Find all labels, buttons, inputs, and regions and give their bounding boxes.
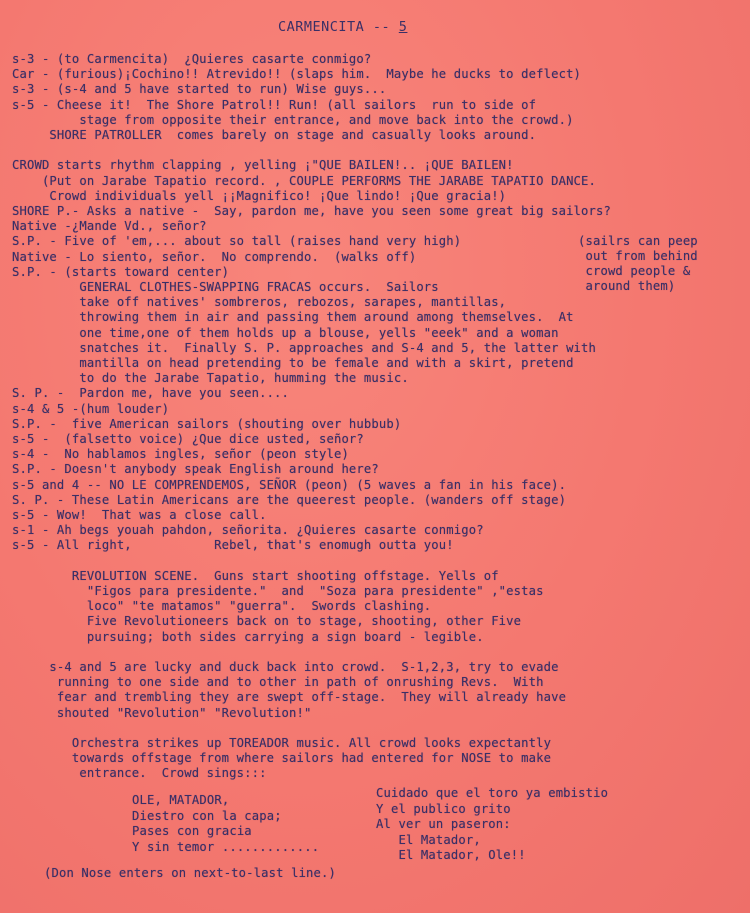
song-left-line: Y sin temor .............: [132, 839, 320, 854]
script-line: S.P. - (starts toward center): [12, 264, 230, 279]
script-line: "Figos para presidente." and "Soza para presidente" ,"estas: [12, 584, 544, 598]
script-line: S.P. - Five of 'em,... about so tall (raises hand very high): [12, 234, 462, 249]
script-line: s-1 - Ah begs youah pahdon, señorita. ¿Quieres casarte conmigo?: [12, 523, 484, 538]
song-right-line: Al ver un paseron:: [376, 817, 511, 831]
script-line: S. P. - These Latin Americans are the queerest people. (wanders off stage): [12, 492, 567, 507]
song-right-line: Cuidado que el toro ya embistio: [376, 786, 609, 800]
script-line: S.P. - five American sailors (shouting over hubbub): [12, 416, 402, 431]
script-line: to do the Jarabe Tapatio, humming the music.: [12, 371, 409, 386]
song-left-line: OLE, MATADOR,: [132, 793, 230, 807]
side-note-line: around them): [578, 279, 676, 293]
script-line: S.P. - Doesn't anybody speak English around here?: [12, 462, 379, 477]
script-line: throwing them in air and passing them around among themselves. At: [12, 310, 574, 325]
song-right-line: El Matador,: [376, 832, 481, 847]
script-line: s-4 & 5 -(hum louder): [12, 401, 170, 416]
side-note-line: out from behind: [578, 249, 698, 263]
script-line: Native - Lo siento, señor. No comprendo. (walks off): [12, 249, 417, 264]
side-note-line: crowd people &: [578, 264, 691, 278]
script-line: running to one side and to other in path of onrushing Revs. With: [12, 675, 544, 690]
script-line: Native -¿Mande Vd., señor?: [12, 219, 207, 234]
song-left-line: Diestro con la capa;: [132, 808, 282, 823]
footer-note: (Don Nose enters on next-to-last line.): [44, 866, 337, 880]
page-title: [278, 19, 407, 35]
script-line: take off natives' sombreros, rebozos, sarapes, mantillas,: [12, 295, 507, 310]
script-line: SHORE PATROLLER comes barely on stage and casually looks around.: [12, 128, 537, 142]
script-line: s-5 - (falsetto voice) ¿Que dice usted, señor?: [12, 432, 364, 446]
title-text: CARMENCITA --: [278, 19, 399, 35]
script-line: SHORE P.- Asks a native - Say, pardon me, have you seen some great big sailors?: [12, 204, 611, 218]
script-line: snatches it. Finally S. P. approaches and S-4 and 5, the latter with: [12, 340, 597, 355]
script-line: s-5 - Cheese it! The Shore Patrol!! Run! (all sailors run to side of: [12, 97, 537, 112]
script-line: s-3 - (to Carmencita) ¿Quieres casarte conmigo?: [12, 52, 372, 66]
script-line: loco" "te matamos" "guerra". Swords clashing.: [12, 599, 432, 614]
page-number: 5: [398, 19, 408, 35]
script-line: towards offstage from where sailors had entered for NOSE to make: [12, 751, 552, 766]
script-line: REVOLUTION SCENE. Guns start shooting offstage. Yells of: [12, 568, 499, 583]
script-line: s-5 - Wow! That was a close call.: [12, 508, 267, 522]
song-right-line: Y el publico grito: [376, 801, 511, 816]
script-line: mantilla on head pretending to be female and with a skirt, pretend: [12, 356, 574, 370]
script-line: s-4 and 5 are lucky and duck back into crowd. S-1,2,3, try to evade: [12, 660, 559, 674]
script-line: one time,one of them holds up a blouse, yells "eeek" and a woman: [12, 325, 559, 340]
script-line: CROWD starts rhythm clapping , yelling ¡"QUE BAILEN!.. ¡QUE BAILEN!: [12, 158, 514, 173]
script-line: Five Revolutioneers back on to stage, shooting, other Five: [12, 614, 522, 629]
script-line: GENERAL CLOTHES-SWAPPING FRACAS occurs. Sailors: [12, 280, 439, 294]
script-line: entrance. Crowd sings:::: [12, 766, 267, 781]
song-left-line: Pases con gracia: [132, 824, 252, 838]
script-line: s-5 and 4 -- NO LE COMPRENDEMOS, SEÑOR (peon) (5 waves a fan in his face).: [12, 477, 567, 492]
script-line: (Put on Jarabe Tapatio record. , COUPLE PERFORMS THE JARABE TAPATIO DANCE.: [12, 173, 597, 188]
script-line: S. P. - Pardon me, have you seen....: [12, 386, 290, 401]
script-line: shouted "Revolution" "Revolution!": [12, 705, 312, 720]
side-note-line: (sailrs can peep: [578, 234, 698, 248]
script-line: s-4 - No hablamos ingles, señor (peon style): [12, 447, 349, 462]
script-line: Crowd individuals yell ¡¡Magnifico! ¡Que lindo! ¡Que gracia!): [12, 188, 507, 203]
script-line: pursuing; both sides carrying a sign board - legible.: [12, 629, 484, 644]
song-right-line: El Matador, Ole!!: [376, 848, 526, 862]
script-line: Car - (furious)¡Cochino!! Atrevido!! (slaps him. Maybe he ducks to deflect): [12, 67, 582, 82]
script-line: s-3 - (s-4 and 5 have started to run) Wise guys...: [12, 82, 387, 97]
script-line: stage from opposite their entrance, and move back into the crowd.): [12, 112, 574, 127]
script-line: s-5 - All right, Rebel, that's enomugh outta you!: [12, 538, 454, 553]
script-line: Orchestra strikes up TOREADOR music. All crowd looks expectantly: [12, 736, 552, 750]
script-line: fear and trembling they are swept off-stage. They will already have: [12, 690, 567, 705]
